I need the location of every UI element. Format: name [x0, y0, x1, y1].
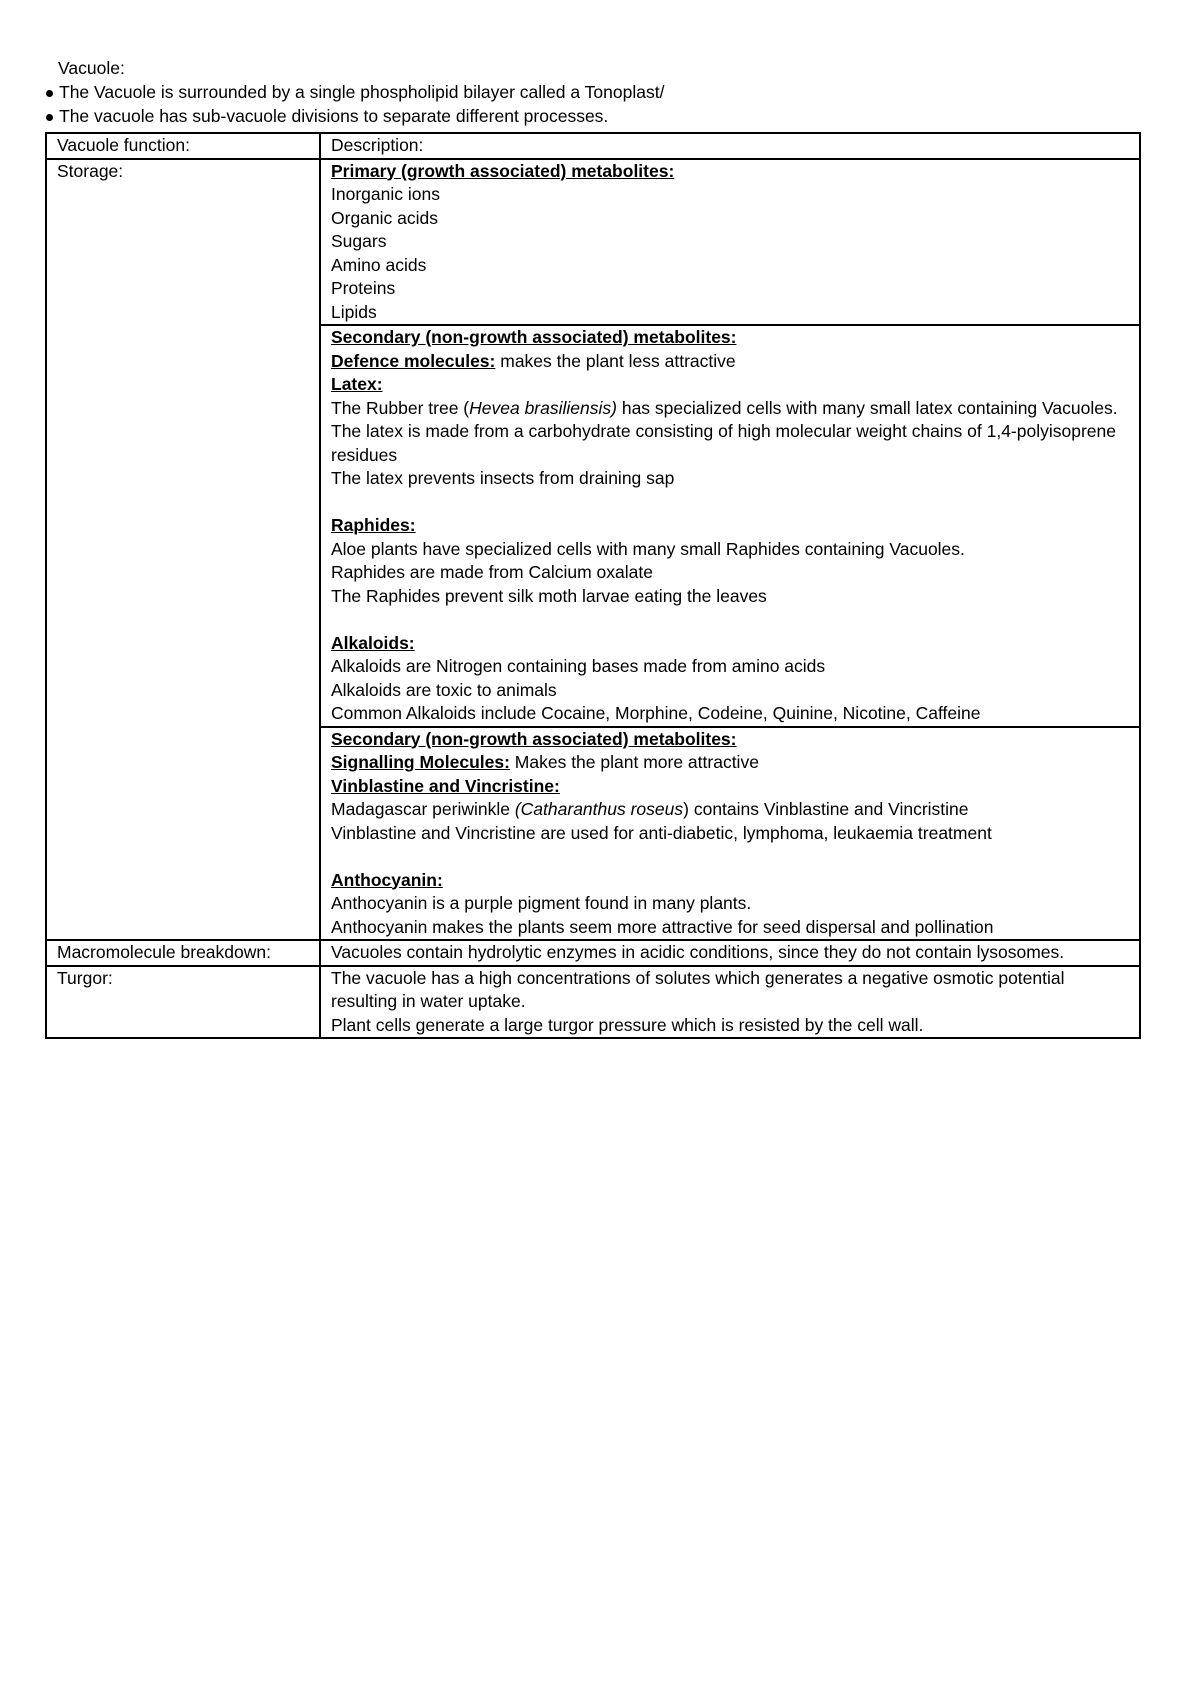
cell-turgor-text	[320, 966, 1140, 1039]
cell-defence-molecules	[320, 325, 1140, 727]
latex-title: Latex:	[331, 374, 383, 394]
header-description: Description:	[320, 133, 1140, 159]
signalling-label: Signalling Molecules:	[331, 752, 510, 772]
bullet-item: The vacuole has sub-vacuole divisions to separate different processes.	[45, 105, 664, 129]
vacuole-function-table	[45, 132, 1141, 1039]
cell-storage-label: Storage:	[46, 159, 320, 941]
list-item: Sugars	[331, 231, 387, 251]
list-item: Inorganic ions	[331, 184, 440, 204]
latex-line	[331, 397, 1133, 421]
table-header-row	[46, 133, 1140, 159]
alkaloids-line: Common Alkaloids include Cocaine, Morphine, Codeine, Quinine, Nicotine, Caffeine	[331, 703, 981, 723]
latex-text: The Rubber tree (	[331, 397, 470, 418]
raphides-title: Raphides:	[331, 515, 416, 535]
anthocyanin-line: Anthocyanin makes the plants seem more attractive for seed dispersal and pollination	[331, 916, 994, 937]
vinblastine-line: Vinblastine and Vincristine are used for anti-diabetic, lymphoma, leukaemia treatment	[331, 822, 992, 843]
table-row-storage-primary	[46, 159, 1140, 326]
cell-macromolecule-label: Macromolecule breakdown:	[46, 940, 320, 966]
spacer	[331, 491, 1133, 515]
raphides-line: Aloe plants have specialized cells with many small Raphides containing Vacuoles.	[331, 538, 965, 559]
alkaloids-line: Alkaloids are toxic to animals	[331, 679, 557, 700]
defence-subtitle	[331, 350, 1133, 374]
signalling-subtitle	[331, 751, 1133, 775]
secondary-title: Secondary (non-growth associated) metabolites:	[331, 728, 737, 749]
bullet-item: The Vacuole is surrounded by a single phospholipid bilayer called a Tonoplast/	[45, 81, 664, 105]
anthocyanin-title: Anthocyanin:	[331, 869, 443, 890]
spacer	[331, 608, 1133, 632]
species-name: (Catharanthus roseus	[514, 799, 684, 819]
vinblastine-line	[331, 798, 1133, 822]
defence-text: makes the plant less attractive	[495, 350, 736, 371]
latex-text: has specialized cells with many small latex containing Vacuoles.	[616, 397, 1118, 418]
alkaloids-line: Alkaloids are Nitrogen containing bases made from amino acids	[331, 656, 826, 676]
bullet-list	[45, 81, 664, 129]
vinblastine-title: Vinblastine and Vincristine:	[331, 775, 560, 796]
signalling-text: Makes the plant more attractive	[509, 752, 759, 772]
cell-primary-metabolites	[320, 159, 1140, 326]
list-item: Proteins	[331, 278, 396, 298]
cell-signalling-molecules	[320, 727, 1140, 941]
cell-macromolecule-text: Vacuoles contain hydrolytic enzymes in acidic conditions, since they do not contain lysosomes.	[320, 940, 1140, 966]
table-row-macromolecule	[46, 940, 1140, 966]
defence-label: Defence molecules:	[331, 350, 496, 371]
spacer	[331, 845, 1133, 869]
raphides-line: The Raphides prevent silk moth larvae eating the leaves	[331, 585, 767, 606]
vinblastine-text: ) contains Vinblastine and Vincristine	[683, 799, 969, 819]
primary-title: Primary (growth associated) metabolites:	[331, 160, 675, 181]
table-row-turgor	[46, 966, 1140, 1039]
latex-line: The latex is made from a carbohydrate consisting of high molecular weight chains of 1,4-polyisoprene residues	[331, 421, 1116, 465]
page-heading: Vacuole:	[58, 58, 125, 78]
latex-line: The latex prevents insects from draining sap	[331, 468, 675, 488]
raphides-line: Raphides are made from Calcium oxalate	[331, 562, 653, 582]
secondary-title: Secondary (non-growth associated) metabolites:	[331, 327, 737, 347]
species-name: Hevea brasiliensis)	[469, 397, 617, 418]
alkaloids-title: Alkaloids:	[331, 632, 415, 653]
list-item: Organic acids	[331, 207, 438, 228]
turgor-line: The vacuole has a high concentrations of solutes which generates a negative osmotic potential resulting in water uptake.	[331, 967, 1065, 1011]
cell-turgor-label: Turgor:	[46, 966, 320, 1039]
turgor-line: Plant cells generate a large turgor pressure which is resisted by the cell wall.	[331, 1014, 924, 1035]
anthocyanin-line: Anthocyanin is a purple pigment found in many plants.	[331, 893, 752, 913]
header-function: Vacuole function:	[46, 133, 320, 159]
vinblastine-text: Madagascar periwinkle	[331, 799, 515, 819]
list-item: Amino acids	[331, 254, 427, 275]
list-item: Lipids	[331, 301, 377, 322]
